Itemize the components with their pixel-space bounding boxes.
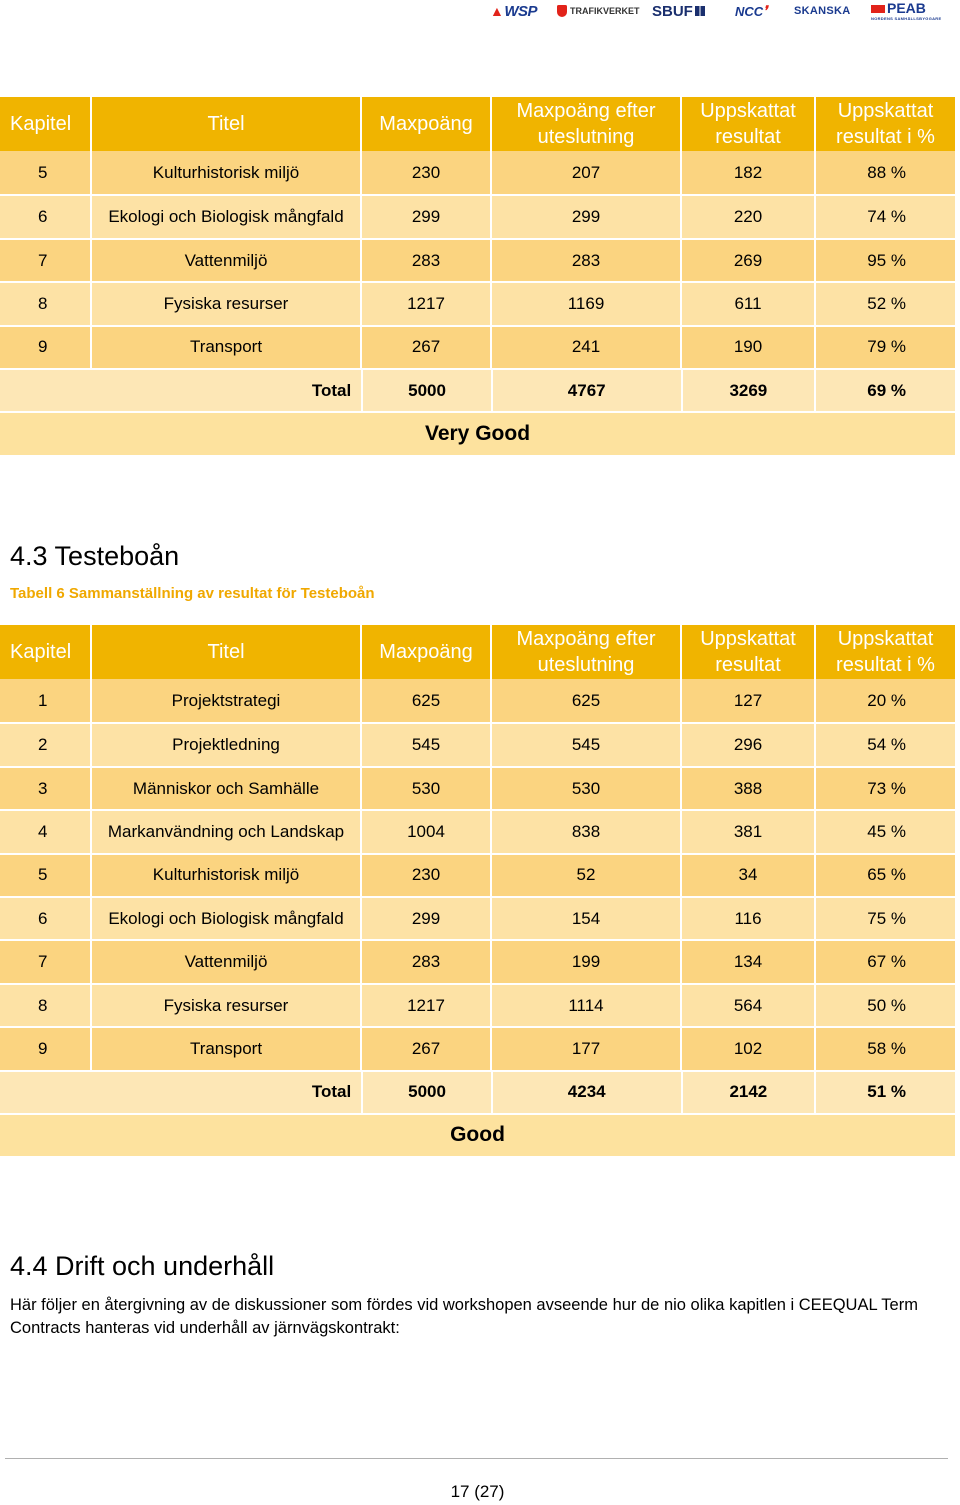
- total-maxpoang: 5000: [361, 1072, 491, 1113]
- cell-procent: 50 %: [814, 985, 955, 1026]
- cell-maxpoang: 267: [360, 327, 490, 368]
- cell-kapitel: 7: [38, 250, 48, 270]
- cell-kapitel: 5: [38, 162, 48, 182]
- cell-maxpoang: 230: [360, 151, 490, 194]
- cell-kapitel: 2: [38, 735, 48, 755]
- footer-divider: [5, 1458, 948, 1459]
- cell-maxpoang: 1217: [360, 985, 490, 1026]
- cell-uppskattat: 182: [680, 151, 814, 194]
- cell-maxpoang-efter: 1114: [490, 985, 680, 1026]
- cell-titel: Ekologi och Biologisk mångfald: [90, 196, 360, 237]
- cell-procent: 95 %: [814, 240, 955, 281]
- cell-titel: Kulturhistorisk miljö: [90, 151, 360, 194]
- total-maxpoang: 5000: [361, 370, 491, 411]
- cell-kapitel: 8: [38, 293, 48, 313]
- cell-uppskattat: 127: [680, 679, 814, 722]
- header-kapitel: Kapitel: [10, 641, 72, 663]
- partner-logos: [485, 0, 955, 24]
- cell-maxpoang-efter: 177: [490, 1028, 680, 1069]
- header-uppskattat: Uppskattat resultat: [680, 97, 814, 151]
- cell-uppskattat: 102: [680, 1028, 814, 1069]
- cell-kapitel: 9: [38, 337, 48, 357]
- table-row: [0, 281, 955, 324]
- ncc-swoosh-icon: ❜: [763, 3, 768, 18]
- peab-mark-icon: [871, 5, 885, 13]
- cell-maxpoang-efter: 299: [490, 196, 680, 237]
- wsp-mark-icon: ▲: [490, 3, 504, 19]
- cell-maxpoang: 299: [360, 196, 490, 237]
- cell-kapitel: 6: [38, 908, 48, 928]
- header-kapitel: Kapitel: [10, 113, 72, 135]
- cell-maxpoang: 230: [360, 855, 490, 896]
- sbuf-flag-icon: [695, 6, 705, 16]
- cell-maxpoang: 283: [360, 240, 490, 281]
- cell-maxpoang: 545: [360, 724, 490, 765]
- header-uppskattat: Uppskattat resultat: [680, 625, 814, 679]
- cell-procent: 74 %: [814, 196, 955, 237]
- cell-uppskattat: 116: [680, 898, 814, 939]
- peab-logo: PEAB NORDENS SAMHÄLLSBYGGARE: [871, 0, 942, 21]
- cell-maxpoang-efter: 154: [490, 898, 680, 939]
- table-row: [0, 853, 955, 896]
- table-row: [0, 1026, 955, 1069]
- table-row: [0, 896, 955, 939]
- cell-procent: 45 %: [814, 811, 955, 852]
- cell-maxpoang-efter: 838: [490, 811, 680, 852]
- cell-uppskattat: 381: [680, 811, 814, 852]
- cell-procent: 65 %: [814, 855, 955, 896]
- cell-titel: Transport: [90, 327, 360, 368]
- rating-value: Good: [450, 1123, 505, 1147]
- cell-titel: Markanvändning och Landskap: [90, 811, 360, 852]
- cell-titel: Fysiska resurser: [90, 283, 360, 324]
- table-row: [0, 809, 955, 852]
- total-row: [0, 368, 955, 411]
- total-maxpoang-efter: 4767: [491, 370, 681, 411]
- cell-kapitel: 6: [38, 207, 48, 227]
- cell-maxpoang: 1004: [360, 811, 490, 852]
- cell-kapitel: 5: [38, 865, 48, 885]
- header-uppskattat-procent: Uppskattat resultat i %: [814, 97, 955, 151]
- cell-procent: 79 %: [814, 327, 955, 368]
- cell-titel: Vattenmiljö: [90, 941, 360, 982]
- cell-uppskattat: 190: [680, 327, 814, 368]
- cell-maxpoang-efter: 241: [490, 327, 680, 368]
- table-row: [0, 983, 955, 1026]
- table-row: [0, 722, 955, 765]
- cell-maxpoang-efter: 625: [490, 679, 680, 722]
- cell-maxpoang-efter: 199: [490, 941, 680, 982]
- header-maxpoang-efter: Maxpoäng efter uteslutning: [490, 97, 680, 151]
- sbuf-logo: SBUF: [652, 0, 705, 22]
- cell-procent: 52 %: [814, 283, 955, 324]
- total-maxpoang-efter: 4234: [491, 1072, 681, 1113]
- cell-maxpoang: 267: [360, 1028, 490, 1069]
- table-caption: Tabell 6 Sammanställning av resultat för Testeboån: [10, 585, 375, 602]
- cell-maxpoang-efter: 545: [490, 724, 680, 765]
- cell-procent: 75 %: [814, 898, 955, 939]
- cell-kapitel: 1: [38, 690, 48, 710]
- total-uppskattat: 3269: [681, 370, 815, 411]
- cell-uppskattat: 564: [680, 985, 814, 1026]
- cell-uppskattat: 34: [680, 855, 814, 896]
- total-row: [0, 1070, 955, 1113]
- section-heading-4-3: 4.3 Testeboån: [10, 541, 180, 571]
- cell-kapitel: 8: [38, 995, 48, 1015]
- cell-maxpoang-efter: 207: [490, 151, 680, 194]
- cell-maxpoang-efter: 52: [490, 855, 680, 896]
- header-titel: Titel: [90, 625, 360, 679]
- cell-maxpoang-efter: 1169: [490, 283, 680, 324]
- table-header-row: [0, 97, 955, 151]
- cell-maxpoang: 530: [360, 768, 490, 809]
- trafikverket-logo: TRAFIKVERKET: [557, 0, 640, 22]
- wsp-logo: ▲ WSP: [490, 2, 538, 20]
- table-row: [0, 151, 955, 194]
- cell-procent: 20 %: [814, 679, 955, 722]
- table-row: [0, 325, 955, 368]
- cell-maxpoang: 299: [360, 898, 490, 939]
- table-row: [0, 679, 955, 722]
- rating-row: [0, 411, 955, 454]
- cell-titel: Vattenmiljö: [90, 240, 360, 281]
- cell-maxpoang: 1217: [360, 283, 490, 324]
- header-maxpoang: Maxpoäng: [360, 97, 490, 151]
- table-row: [0, 238, 955, 281]
- total-uppskattat: 2142: [681, 1072, 815, 1113]
- total-label: Total: [311, 380, 352, 400]
- cell-procent: 54 %: [814, 724, 955, 765]
- cell-maxpoang: 625: [360, 679, 490, 722]
- cell-maxpoang: 283: [360, 941, 490, 982]
- trafikverket-shield-icon: [557, 5, 567, 17]
- table-row: [0, 939, 955, 982]
- cell-procent: 67 %: [814, 941, 955, 982]
- header-maxpoang: Maxpoäng: [360, 625, 490, 679]
- header-uppskattat-procent: Uppskattat resultat i %: [814, 625, 955, 679]
- cell-titel: Kulturhistorisk miljö: [90, 855, 360, 896]
- total-label: Total: [311, 1082, 352, 1102]
- cell-uppskattat: 220: [680, 196, 814, 237]
- table-header-row: [0, 625, 955, 679]
- cell-uppskattat: 269: [680, 240, 814, 281]
- cell-kapitel: 9: [38, 1038, 48, 1058]
- header-titel: Titel: [90, 97, 360, 151]
- total-procent: 51 %: [814, 1072, 955, 1113]
- cell-maxpoang-efter: 530: [490, 768, 680, 809]
- cell-titel: Människor och Samhälle: [90, 768, 360, 809]
- cell-uppskattat: 134: [680, 941, 814, 982]
- cell-uppskattat: 296: [680, 724, 814, 765]
- results-table-testeboan: [0, 625, 955, 1156]
- table-row: [0, 766, 955, 809]
- cell-titel: Fysiska resurser: [90, 985, 360, 1026]
- cell-titel: Projektledning: [90, 724, 360, 765]
- cell-kapitel: 3: [38, 778, 48, 798]
- section-heading-4-4: 4.4 Drift och underhåll: [10, 1251, 275, 1281]
- table-row: [0, 194, 955, 237]
- header-maxpoang-efter: Maxpoäng efter uteslutning: [490, 625, 680, 679]
- page-number: 17 (27): [450, 1482, 505, 1501]
- cell-procent: 73 %: [814, 768, 955, 809]
- results-table-continued: [0, 97, 955, 455]
- cell-uppskattat: 388: [680, 768, 814, 809]
- cell-titel: Projektstrategi: [90, 679, 360, 722]
- total-procent: 69 %: [814, 370, 955, 411]
- cell-uppskattat: 611: [680, 283, 814, 324]
- cell-kapitel: 7: [38, 952, 48, 972]
- cell-procent: 88 %: [814, 151, 955, 194]
- ncc-logo: NCC ❜: [735, 3, 768, 19]
- cell-maxpoang-efter: 283: [490, 240, 680, 281]
- cell-procent: 58 %: [814, 1028, 955, 1069]
- rating-row: [0, 1113, 955, 1156]
- cell-titel: Ekologi och Biologisk mångfald: [90, 898, 360, 939]
- rating-value: Very Good: [424, 421, 531, 445]
- cell-kapitel: 4: [38, 821, 48, 841]
- cell-titel: Transport: [90, 1028, 360, 1069]
- skanska-logo: SKANSKA: [794, 5, 851, 17]
- body-paragraph: Här följer en återgivning av de diskussioner som fördes vid workshopen avseende hur de nio olika kapitlen i CEEQUAL Term Contracts hanteras vid underhåll av järnvägskontrakt:: [10, 1296, 918, 1338]
